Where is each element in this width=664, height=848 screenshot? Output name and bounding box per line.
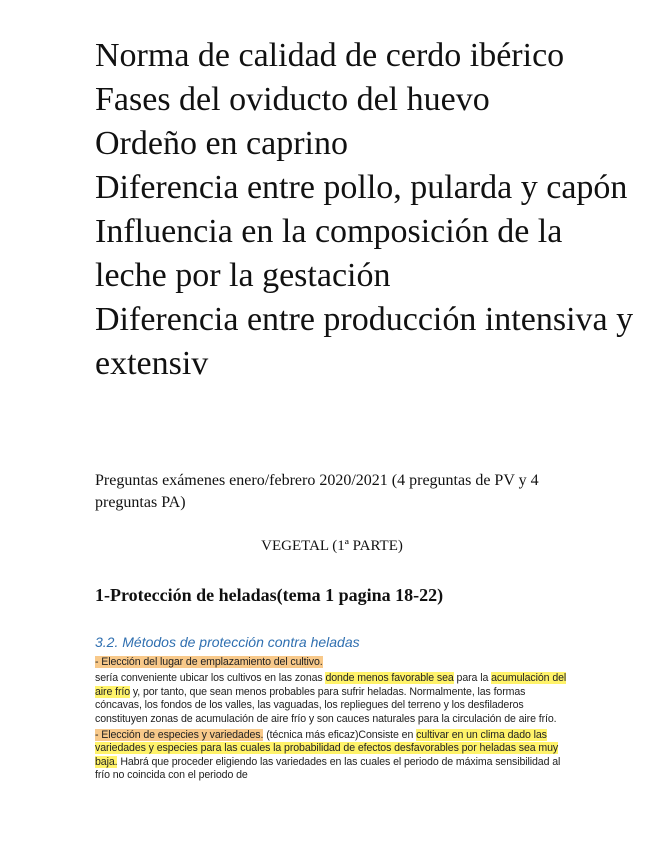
topic-item: Ordeño en caprino: [95, 125, 349, 162]
excerpt-text: y, por tanto, que sean menos probables para sufrir heladas. Normalmente, las formas cóncavas, los fondos de los valles, las vaguadas, los repliegues del terreno y los desfiladeros constituyen zonas de acumulación de aire frío y son cauces naturales para la circulación de aire frío.: [95, 685, 557, 725]
question-title: 1-Protección de heladas(tema 1 pagina 18-22): [95, 585, 444, 605]
section-heading: VEGETAL (1ª PARTE): [261, 538, 403, 554]
highlighted-text: - Elección de especies y variedades.: [95, 729, 264, 742]
intro-paragraph: Preguntas exámenes enero/febrero 2020/2021 (4 preguntas de PV y 4 preguntas PA): [95, 472, 539, 511]
excerpt-subtitle: 3.2. Métodos de protección contra heladas: [95, 634, 360, 650]
topic-item: Influencia en la composición de la leche por la gestación: [95, 213, 563, 294]
excerpt-paragraph: [95, 672, 573, 726]
excerpt-text: sería conveniente ubicar los cultivos en las zonas: [95, 672, 326, 685]
excerpt-paragraph: [95, 729, 573, 783]
excerpt-text: (técnica más eficaz)Consiste en: [263, 729, 417, 742]
excerpt-text: para la: [453, 672, 492, 685]
topic-item: Norma de calidad de cerdo ibérico: [95, 37, 565, 74]
pasted-excerpt: [95, 634, 573, 786]
excerpt-paragraph: [95, 656, 573, 669]
exam-topics-list: [95, 34, 635, 386]
topic-item: Diferencia entre producción intensiva y extensiv: [95, 301, 634, 382]
topic-item: Diferencia entre pollo, pularda y capón: [95, 169, 628, 206]
highlighted-text: cultivar en un clima dado las variedades y especies para las cuales la probabilidad de efectos desfavorables por heladas sea muy baja.: [95, 729, 559, 768]
excerpt-text: Habrá que proceder eligiendo las variedades en las cuales el periodo de máxima sensibilidad al frío no coincida con el periodo de: [95, 755, 561, 782]
highlighted-text: donde menos favorable sea: [325, 672, 454, 685]
highlighted-text: - Elección del lugar de emplazamiento del cultivo.: [95, 656, 323, 668]
highlighted-text: acumulación del aire frío: [95, 672, 567, 698]
topic-item: Fases del oviducto del huevo: [95, 81, 490, 118]
